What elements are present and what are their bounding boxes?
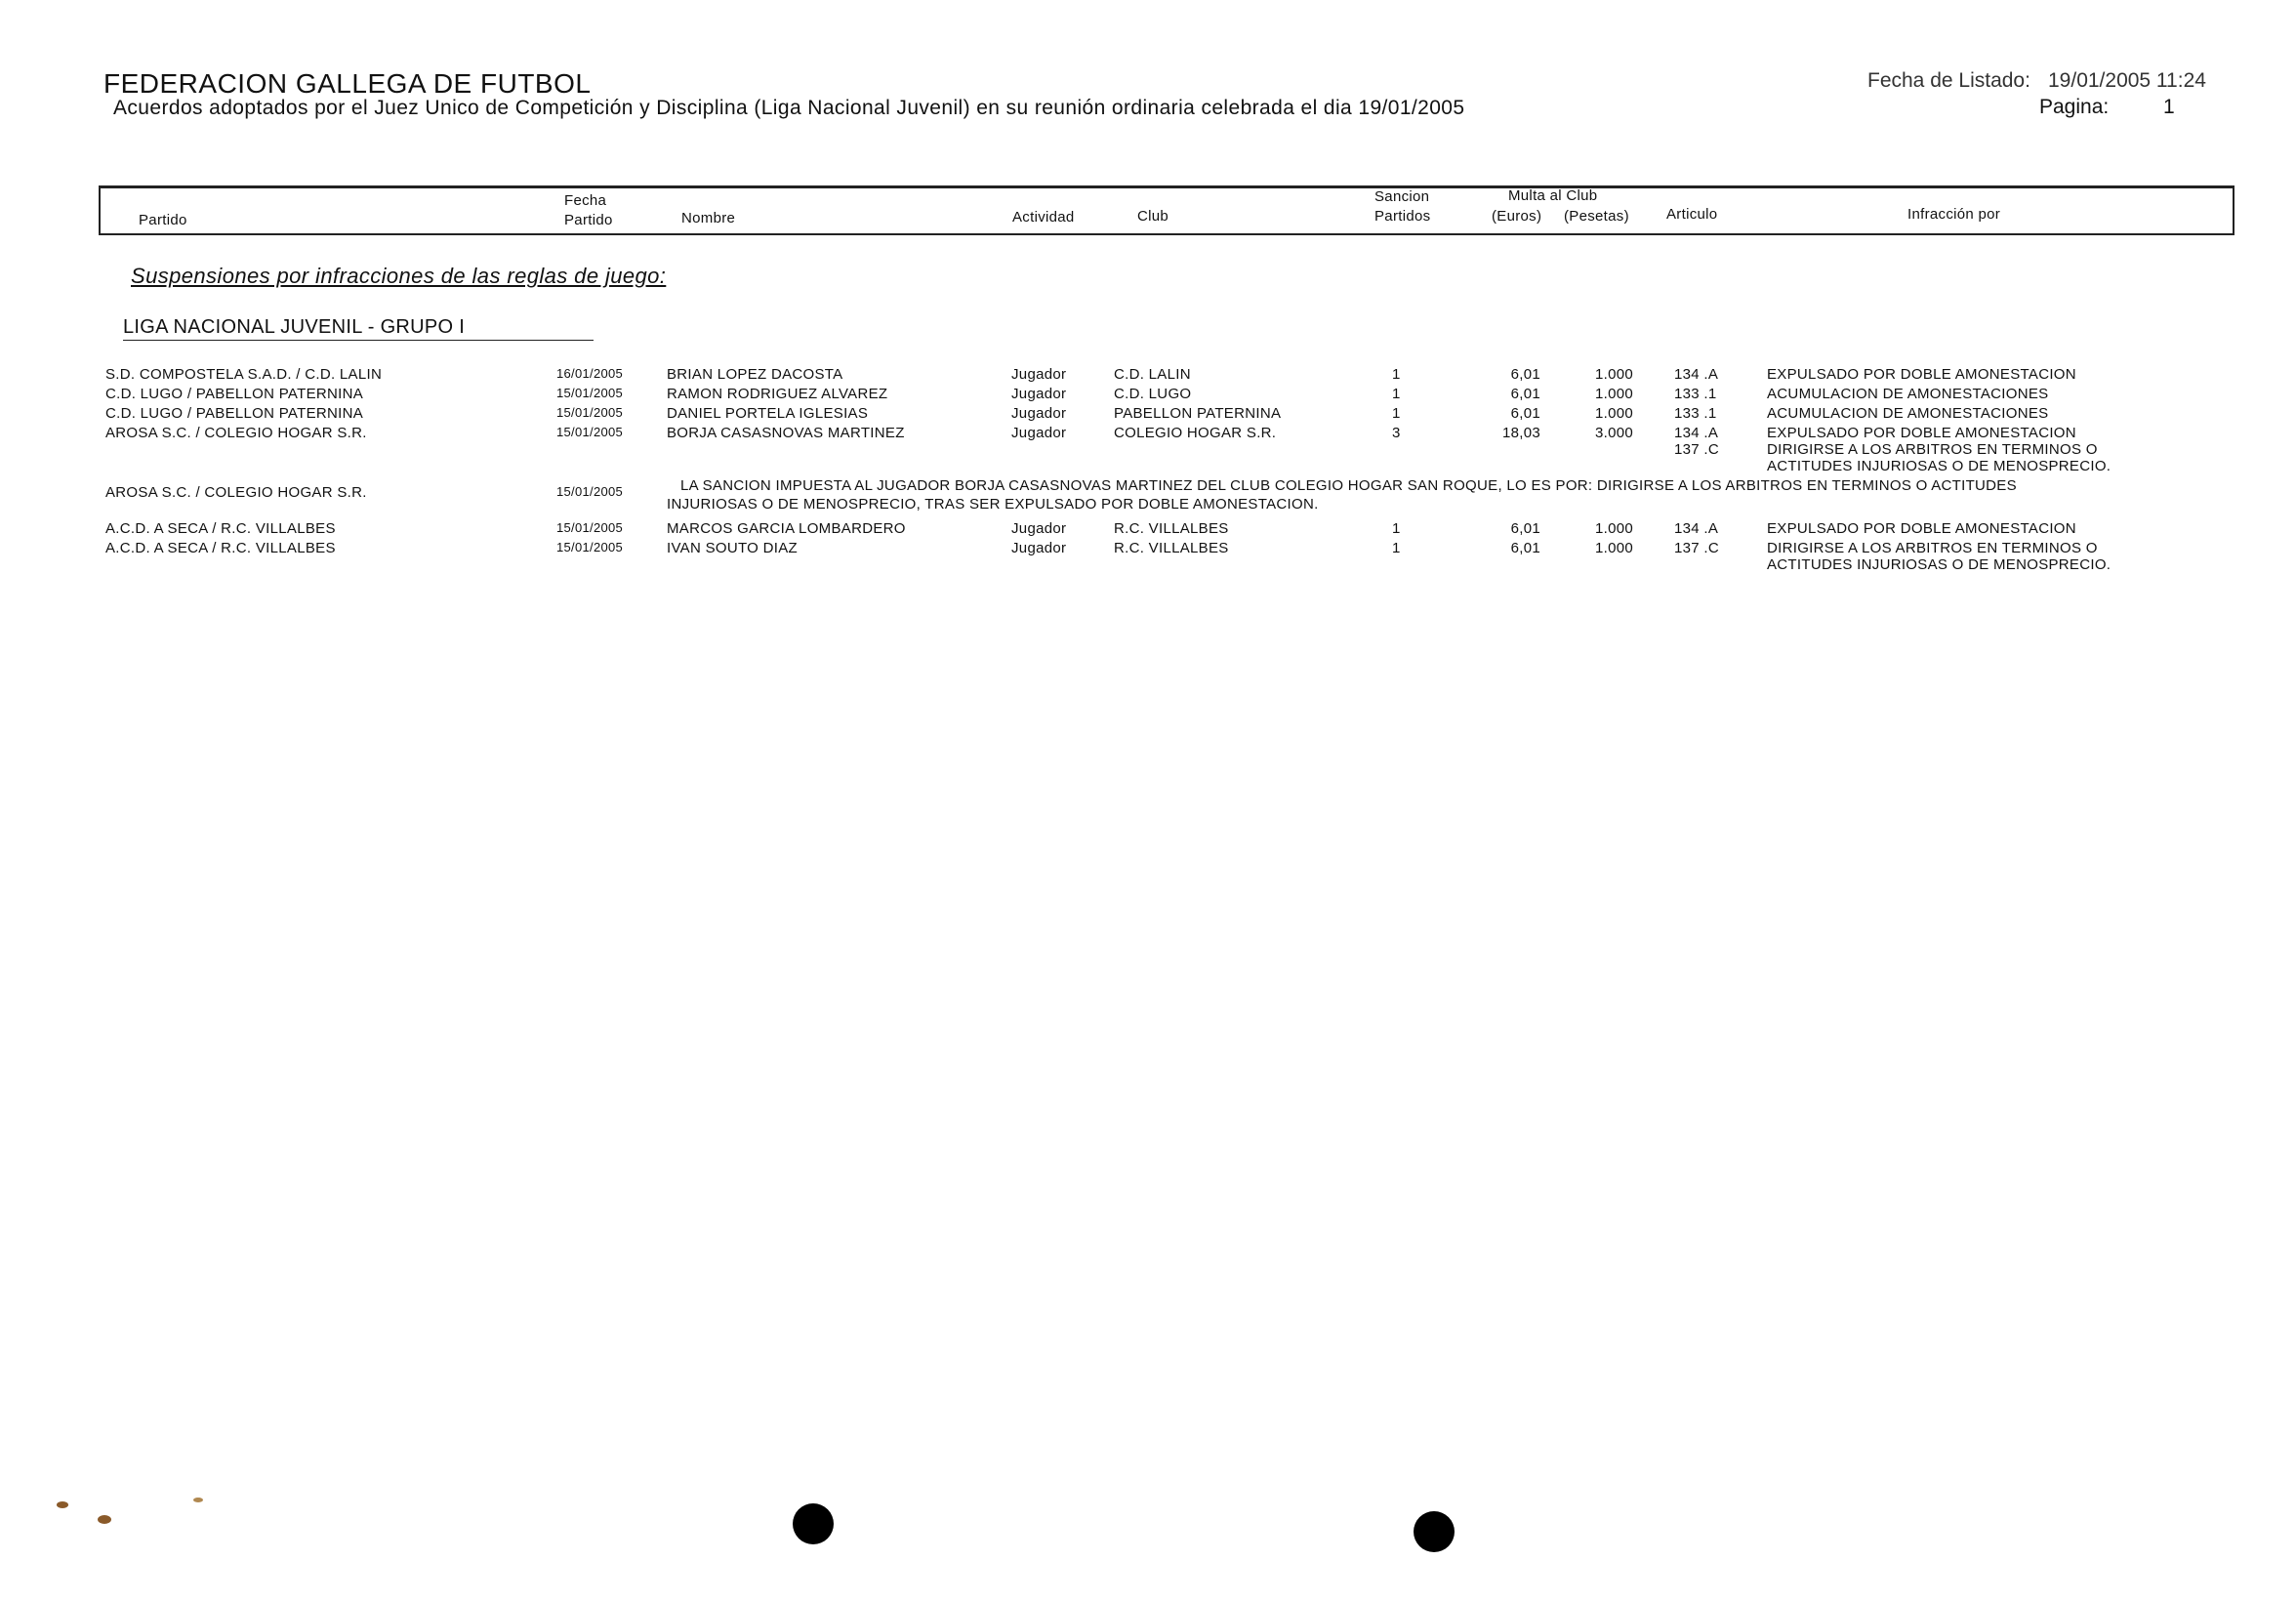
cell-club: R.C. VILLALBES [1114,540,1229,556]
scan-speck [57,1501,68,1508]
cell-nombre: IVAN SOUTO DIAZ [667,540,798,556]
cell-nombre: BRIAN LOPEZ DACOSTA [667,366,843,383]
cell-fecha: 15/01/2005 [556,425,624,439]
cell-pesetas: 1.000 [1594,405,1633,422]
cell-articulo: 133 .1 [1674,405,1717,422]
scan-speck [193,1498,203,1502]
cell-actividad: Jugador [1011,540,1067,556]
cell-pesetas: 3.000 [1594,425,1633,441]
column-header-sancion-partidos: Partidos [1374,208,1431,225]
cell-infraccion: EXPULSADO POR DOBLE AMONESTACION [1767,425,2076,441]
cell-euros: 6,01 [1510,366,1540,383]
cell-actividad: Jugador [1011,405,1067,422]
column-header-pesetas: (Pesetas) [1564,208,1629,225]
cell-fecha: 15/01/2005 [556,540,624,554]
cell-infraccion: ACTITUDES INJURIOSAS O DE MENOSPRECIO. [1767,556,2112,573]
cell-infraccion: ACTITUDES INJURIOSAS O DE MENOSPRECIO. [1767,458,2112,474]
table-row [0,520,2296,540]
page-label: Pagina: [2039,96,2110,118]
cell-articulo: 134 .A [1674,425,1719,441]
cell-sancion: 1 [1392,366,1401,383]
cell-fecha: 15/01/2005 [556,484,624,499]
cell-actividad: Jugador [1011,520,1067,537]
document-subtitle: Acuerdos adoptados por el Juez Unico de Competición y Disciplina (Liga Nacional Juvenil) en su reunión ordinaria celebrada el dia 19/01/2005 [113,97,1465,119]
column-header-fecha: Fecha [564,192,607,209]
cell-euros: 6,01 [1510,540,1540,556]
page-number: 1 [2163,96,2175,118]
table-row [0,386,2296,405]
column-header-fecha-partido: Partido [564,212,613,228]
cell-pesetas: 1.000 [1594,366,1633,383]
cell-sancion: 1 [1392,405,1401,422]
group-title: LIGA NACIONAL JUVENIL - GRUPO I [123,316,466,338]
note-line-1: LA SANCION IMPUESTA AL JUGADOR BORJA CASASNOVAS MARTINEZ DEL CLUB COLEGIO HOGAR SAN ROQUE, LO ES POR: DIRIGIRSE A LOS ARBITROS EN TERMINOS O ACTITUDES [680,477,2017,494]
cell-sancion: 1 [1392,540,1401,556]
cell-nombre: MARCOS GARCIA LOMBARDERO [667,520,906,537]
cell-euros: 6,01 [1510,386,1540,402]
cell-articulo: 134 .A [1674,520,1719,537]
cell-euros: 18,03 [1501,425,1540,441]
punch-hole [793,1503,834,1544]
cell-nombre: DANIEL PORTELA IGLESIAS [667,405,869,422]
cell-articulo: 134 .A [1674,366,1719,383]
listing-date-value: 19/01/2005 11:24 [2048,69,2206,92]
cell-fecha: 15/01/2005 [556,520,624,535]
section-title: Suspensiones por infracciones de las reglas de juego: [131,264,667,288]
cell-club: C.D. LUGO [1114,386,1192,402]
cell-partido: AROSA S.C. / COLEGIO HOGAR S.R. [105,484,367,501]
cell-pesetas: 1.000 [1594,386,1633,402]
cell-actividad: Jugador [1011,366,1067,383]
cell-infraccion: ACUMULACION DE AMONESTACIONES [1767,386,2049,402]
table-row-continuation [0,556,2296,576]
cell-euros: 6,01 [1510,520,1540,537]
cell-infraccion: DIRIGIRSE A LOS ARBITROS EN TERMINOS O [1767,441,2098,458]
table-row [0,366,2296,386]
cell-infraccion: ACUMULACION DE AMONESTACIONES [1767,405,2049,422]
cell-fecha: 15/01/2005 [556,386,624,400]
cell-nombre: BORJA CASASNOVAS MARTINEZ [667,425,905,441]
punch-hole [1414,1511,1455,1552]
column-header-club: Club [1137,208,1169,225]
cell-club: COLEGIO HOGAR S.R. [1114,425,1277,441]
cell-fecha: 16/01/2005 [556,366,624,381]
cell-sancion: 3 [1392,425,1401,441]
cell-articulo: 137 .C [1674,540,1719,556]
column-header-infraccion: Infracción por [1907,206,2001,223]
cell-partido: A.C.D. A SECA / R.C. VILLALBES [105,540,336,556]
cell-pesetas: 1.000 [1594,520,1633,537]
table-row-continuation [0,458,2296,477]
organization-title: FEDERACION GALLEGA DE FUTBOL [103,68,592,99]
cell-infraccion: DIRIGIRSE A LOS ARBITROS EN TERMINOS O [1767,540,2098,556]
cell-actividad: Jugador [1011,425,1067,441]
column-header-actividad: Actividad [1012,209,1075,226]
cell-partido: C.D. LUGO / PABELLON PATERNINA [105,405,364,422]
group-underline [123,340,594,341]
column-header-sancion: Sancion [1374,188,1430,205]
cell-partido: C.D. LUGO / PABELLON PATERNINA [105,386,364,402]
cell-partido: AROSA S.C. / COLEGIO HOGAR S.R. [105,425,367,441]
cell-infraccion: EXPULSADO POR DOBLE AMONESTACION [1767,366,2076,383]
column-header-euros: (Euros) [1492,208,1542,225]
cell-sancion: 1 [1392,520,1401,537]
table-row [0,405,2296,425]
cell-sancion: 1 [1392,386,1401,402]
cell-nombre: RAMON RODRIGUEZ ALVAREZ [667,386,888,402]
cell-euros: 6,01 [1510,405,1540,422]
column-header-multa: Multa al Club [1508,187,1598,204]
cell-club: R.C. VILLALBES [1114,520,1229,537]
column-header-partido: Partido [139,212,187,228]
cell-articulo: 133 .1 [1674,386,1717,402]
cell-infraccion: EXPULSADO POR DOBLE AMONESTACION [1767,520,2076,537]
cell-pesetas: 1.000 [1594,540,1633,556]
column-header-nombre: Nombre [681,210,736,226]
cell-partido: A.C.D. A SECA / R.C. VILLALBES [105,520,336,537]
column-header-articulo: Articulo [1666,206,1718,223]
note-line-2: INJURIOSAS O DE MENOSPRECIO, TRAS SER EXPULSADO POR DOBLE AMONESTACION. [667,496,1319,513]
cell-articulo: 137 .C [1674,441,1719,458]
scan-speck [98,1515,111,1524]
cell-fecha: 15/01/2005 [556,405,624,420]
listing-date-label: Fecha de Listado: [1867,69,2030,92]
cell-club: C.D. LALIN [1114,366,1191,383]
sanction-note [667,476,2190,513]
cell-actividad: Jugador [1011,386,1067,402]
cell-partido: S.D. COMPOSTELA S.A.D. / C.D. LALIN [105,366,383,383]
cell-club: PABELLON PATERNINA [1114,405,1282,422]
